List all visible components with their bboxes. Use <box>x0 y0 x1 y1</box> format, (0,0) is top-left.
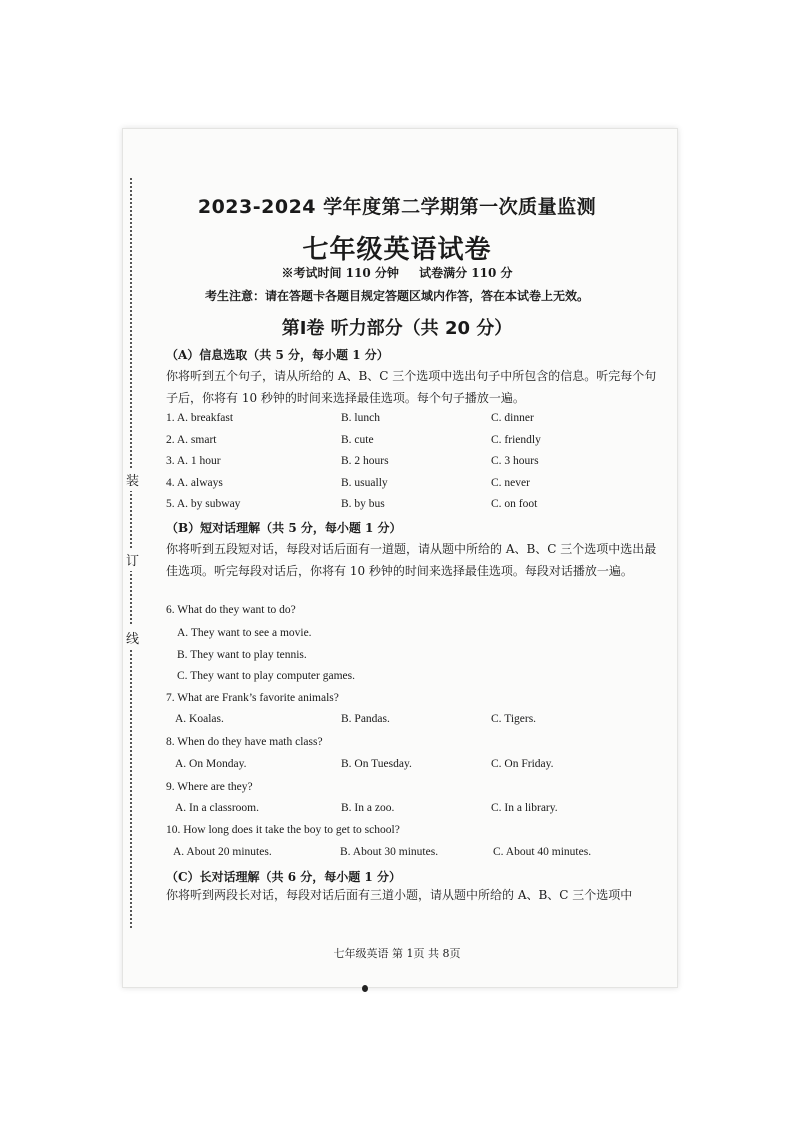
page-footer: 七年级英语 第 1页 共 8页 <box>333 947 461 960</box>
option-a: 1. A. breakfast <box>166 412 234 424</box>
option-a: 4. A. always <box>166 477 223 489</box>
option-b: B. Pandas. <box>341 713 390 725</box>
question-9: 9. Where are they? <box>166 781 253 793</box>
option-c: C. dinner <box>491 412 534 424</box>
question-row-2 <box>166 434 660 454</box>
subject-title: 七年级英语试卷 <box>302 235 492 265</box>
option-c: C. on foot <box>491 498 538 510</box>
question-row-5 <box>166 498 660 518</box>
question-6: 6. What do they want to do? <box>166 604 296 616</box>
option-b: B. cute <box>341 434 374 446</box>
option-a: 3. A. 1 hour <box>166 455 221 467</box>
option-c: C. never <box>491 477 530 489</box>
question-row-3 <box>166 455 660 475</box>
option-c: C. friendly <box>491 434 541 446</box>
part1-title: 第Ⅰ卷 听力部分（共 20 分） <box>281 318 513 339</box>
option-c: C. On Friday. <box>491 758 554 770</box>
option-c: C. In a library. <box>491 802 558 814</box>
section-c-instruction: 你将听到两段长对话，每段对话后面有三道小题，请从题中所给的 A、B、C 三个选项中 <box>166 888 633 902</box>
option-a: A. In a classroom. <box>175 802 259 814</box>
q6-option-b: B. They want to play tennis. <box>177 649 307 661</box>
option-b: B. usually <box>341 477 388 489</box>
option-a: A. On Monday. <box>175 758 247 770</box>
option-c: C. 3 hours <box>491 455 539 467</box>
option-c: C. Tigers. <box>491 713 537 725</box>
q7-options <box>175 713 669 733</box>
question-7: 7. What are Frank’s favorite animals? <box>166 692 339 704</box>
section-c-heading: （C）长对话理解（共 6 分，每小题 1 分） <box>166 870 401 884</box>
q6-option-c: C. They want to play computer games. <box>177 670 355 682</box>
option-b: B. About 30 minutes. <box>340 846 439 858</box>
option-b: B. lunch <box>341 412 380 424</box>
question-10: 10. How long does it take the boy to get to school? <box>166 824 400 836</box>
option-b: B. by bus <box>341 498 385 510</box>
q10-options <box>173 846 667 866</box>
question-8: 8. When do they have math class? <box>166 736 323 748</box>
section-b-heading: （B）短对话理解（共 5 分，每小题 1 分） <box>166 521 402 535</box>
question-row-4 <box>166 477 660 497</box>
binding-char-zhuang: 装 <box>126 468 139 491</box>
option-b: B. On Tuesday. <box>341 758 412 770</box>
section-a-instruction: 你将听到五个句子，请从所给的 A、B、C 三个选项中选出句子中所包含的信息。听完每个句子后，你将有 10 秒钟的时间来选择最佳选项。每个句子播放一遍。 <box>166 369 657 405</box>
option-b: B. In a zoo. <box>341 802 395 814</box>
option-a: A. About 20 minutes. <box>173 846 272 858</box>
section-b-instruction: 你将听到五段短对话，每段对话后面有一道题，请从题中所给的 A、B、C 三个选项中选出最佳选项。听完每段对话后，你将有 10 秒钟的时间来选择最佳选项。每段对话播放一遍。 <box>166 542 657 578</box>
full-score: 试卷满分 110 分 <box>419 266 513 280</box>
q6-option-a: A. They want to see a movie. <box>177 627 312 639</box>
option-a: 5. A. by subway <box>166 498 241 510</box>
binding-char-ding: 订 <box>126 548 139 571</box>
exam-title: 2023-2024 学年度第二学期第一次质量监测 <box>197 196 597 218</box>
section-a-heading: （A）信息选取（共 5 分，每小题 1 分） <box>166 348 389 362</box>
ink-spot <box>362 985 368 992</box>
option-a: 2. A. smart <box>166 434 217 446</box>
option-c: C. About 40 minutes. <box>493 846 592 858</box>
exam-notice: 考生注意：请在答题卡各题目规定答题区域内作答，答在本试卷上无效。 <box>204 289 589 303</box>
option-a: A. Koalas. <box>175 713 224 725</box>
question-row-1 <box>166 412 660 432</box>
binding-char-xian: 线 <box>126 626 139 649</box>
exam-time: ※考试时间 110 分钟 <box>281 266 399 280</box>
q8-options <box>175 758 669 778</box>
exam-info <box>0 264 794 281</box>
option-b: B. 2 hours <box>341 455 389 467</box>
q9-options <box>175 802 669 822</box>
